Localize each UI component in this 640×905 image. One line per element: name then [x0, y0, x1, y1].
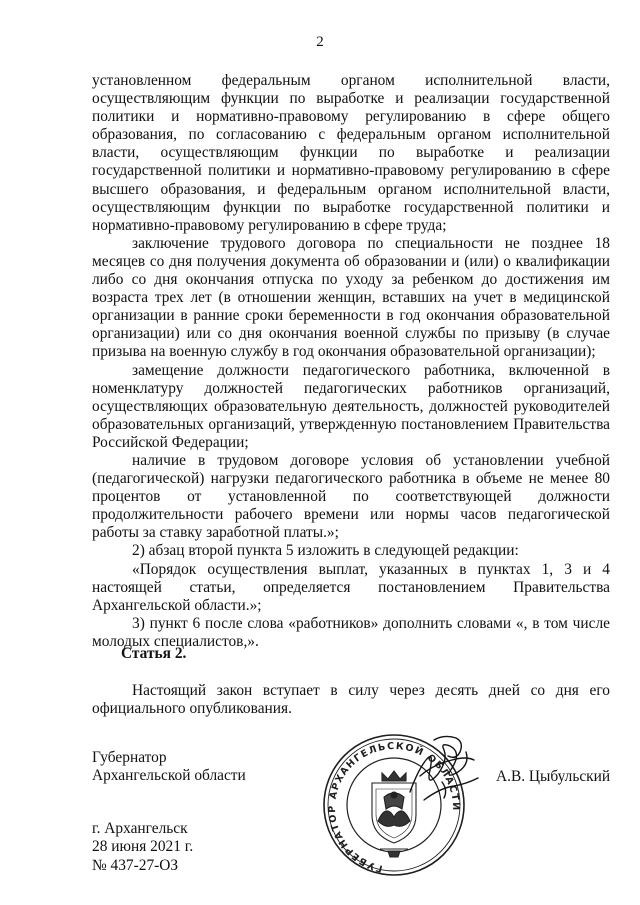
signatory-title-line2: Архангельской области — [92, 767, 246, 785]
signatory-title-line1: Губернатор — [92, 749, 167, 766]
place-date-block — [92, 820, 193, 875]
paragraph-position: замещение должности педагогического работника, включенной в номенклатуру должностей педагогических работников организаций, осуществляющих образовательную деятельность, должностей руководителей образовательных организаций, утвержденную постановлением Правительства Российской Федерации; — [92, 361, 610, 451]
article-body — [92, 682, 610, 718]
date: 28 июня 2021 г. — [92, 838, 194, 856]
article-heading: Статья 2. — [121, 645, 187, 662]
signatory-title — [92, 749, 246, 785]
paragraph-item-2: 2) абзац второй пункта 5 изложить в следующей редакции: — [132, 542, 519, 560]
city: г. Архангельск — [92, 820, 188, 837]
signature-icon — [404, 730, 484, 805]
paragraph-employment-contract: заключение трудового договора по специальности не позднее 18 месяцев со дня получения документа об образовании и (или) о квалификации либо со дня окончания отпуска по уходу за ребенком до достижения им возраста трех лет (в отношении женщин, вставших на учет в медицинской организации в ранние сроки беременности в год окончания образовательной организации) или со дня окончания военной службы по призыву (в случае призыва на военную службу в год окончания образовательной организации); — [92, 234, 610, 361]
document-body — [92, 72, 610, 651]
paragraph-continuation: установленном федеральным органом исполнительной власти, осуществляющим функции по выработке и реализации государственной политики и нормативно-правовому регулированию в сфере общего образования, по согласованию с федеральным органом исполнительной власти, осуществляющим функции по выработке и реализации государственной политики и нормативно-правовому регулированию в сфере высшего образования, и федеральным органом исполнительной власти, осуществляющим функции по выработке государственной политики и нормативно-правовому регулированию в сфере труда; — [92, 72, 610, 234]
signatory-name: А.В. Цыбульский — [496, 768, 611, 785]
page-number: 2 — [316, 34, 324, 50]
paragraph-quoted-procedure: «Порядок осуществления выплат, указанных в пунктах 1, 3 и 4 настоящей статьи, определяется постановлением Правительства Архангельской области.»; — [92, 560, 610, 614]
paragraph-item-3: 3) пункт 6 после слова «работников» дополнить словами «, в том числе молодых специалистов,». — [92, 614, 610, 650]
seal-text: ГУБЕРНАТОР АРХАНГЕЛЬСКОЙ ОБЛАСТИ — [327, 740, 462, 874]
law-number: № 437-27-ОЗ — [92, 856, 179, 874]
paragraph-workload: наличие в трудовом договоре условия об установлении учебной (педагогической) нагрузки педагогического работника в объеме не менее 80 процентов от установленной по соответствующей должности продолжительности рабочего времени или нормы часов педагогической работы за ставку заработной платы.»; — [92, 451, 610, 542]
article-text: Настоящий закон вступает в силу через десять дней со дня его официального опубликования. — [92, 682, 610, 718]
